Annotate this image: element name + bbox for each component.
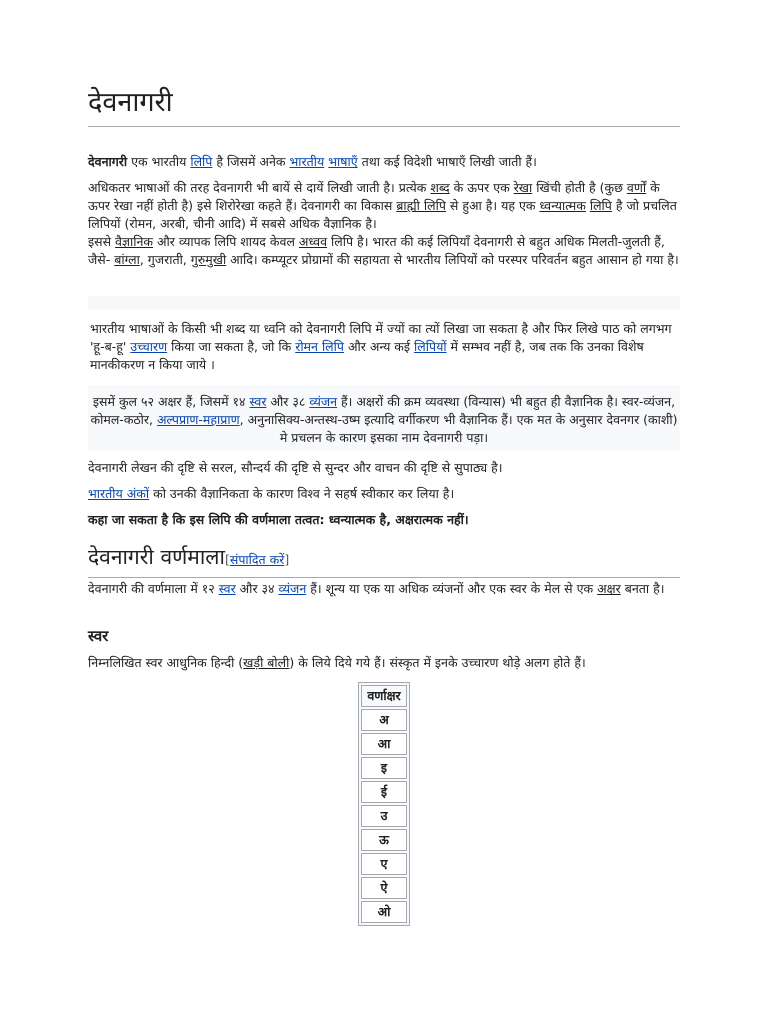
link-svar-2[interactable]: स्वर	[218, 581, 236, 596]
text: हैं। शून्य या एक या अधिक व्यंजनों और एक स्वर के मेल से एक	[306, 581, 598, 596]
table-header-row	[361, 685, 407, 707]
link-alpapran-mahapran[interactable]: अल्पप्राण-महाप्राण	[156, 412, 240, 427]
table-cell: ई	[361, 781, 407, 803]
vowel-table	[358, 682, 410, 926]
edit-bracket-open: [	[224, 552, 230, 567]
text: ) के लिये दिये गये हैं। संस्कृत में इनके उच्चारण थोड़े अलग होते हैं।	[289, 655, 586, 670]
conclusion-paragraph: कहा जा सकता है कि इस लिपि की वर्णमाला तत्वत: ध्वन्यात्मक है, अक्षरात्मक नहीं।	[88, 512, 469, 527]
table-row	[361, 853, 407, 875]
text: और अन्य कई	[344, 339, 415, 354]
text: इससे	[88, 234, 116, 249]
quote-paragraph-2	[88, 385, 680, 451]
link-varnon[interactable]: वर्णों	[626, 180, 647, 195]
table-cell: ओ	[361, 901, 407, 923]
numerals-paragraph	[88, 485, 680, 503]
link-bhashayen[interactable]: भाषाएँ	[328, 154, 358, 169]
table-cell: इ	[361, 757, 407, 779]
text: है जिसमें अनेक	[212, 154, 290, 169]
text: है जो प्रचलित लिपियों (रोमन, अरबी, चीनी आदि) में सबसे अधिक वैज्ञानिक है।	[88, 198, 677, 231]
table-cell: ऐ	[361, 877, 407, 899]
shaded-strip	[88, 296, 680, 310]
link-uchcharan[interactable]: उच्चारण	[130, 339, 168, 354]
table-cell: अ	[361, 709, 407, 731]
text: , गुजराती,	[139, 252, 191, 267]
text: लिपि है। भारत की कई लिपियाँ देवनागरी से बहुत अधिक मिलती-जुलती हैं, जैसे-	[88, 234, 665, 267]
text: को उनकी वैज्ञानिकता के कारण विश्व ने सहर्ष स्वीकार कर लिया है।	[149, 486, 455, 501]
link-rekha[interactable]: रेखा	[513, 180, 533, 195]
text: और ३८	[266, 394, 310, 409]
table-row	[361, 781, 407, 803]
table-row	[361, 757, 407, 779]
section-heading	[88, 542, 680, 578]
text: किया जा सकता है, जो कि	[167, 339, 296, 354]
link-vyanjan[interactable]: व्यंजन	[309, 394, 338, 409]
link-gurmukhi[interactable]: गुरुमुखी	[190, 252, 227, 267]
vowels-paragraph	[88, 654, 680, 672]
link-akshar[interactable]: अक्षर	[597, 581, 621, 596]
subsection-heading: स्वर	[88, 627, 109, 645]
link-brahmi-lipi[interactable]: ब्राह्मी लिपि	[396, 198, 446, 213]
link-bangla[interactable]: बांग्ला	[114, 252, 140, 267]
link-adhvav[interactable]: अध्वव	[298, 234, 328, 249]
text: में सम्भव नहीं है, जब तक कि उनका विशेष मानकीकरण न किया जाये ।	[90, 339, 644, 372]
text: , अनुनासिक्य-अन्तस्थ-उष्म इत्यादि वर्गीकरण भी वैज्ञानिक हैं। एक मत के अनुसार देवनगर (काशी) मे प्रचलन के कारण इसका नाम देवनागरी पड़ा।	[239, 412, 678, 445]
page-title: देवनागरी	[88, 86, 680, 127]
link-vyanjan-2[interactable]: व्यंजन	[278, 581, 307, 596]
table-row	[361, 709, 407, 731]
text: और व्यापक लिपि शायद केवल	[153, 234, 299, 249]
table-row	[361, 733, 407, 755]
text: से हुआ है। यह एक	[445, 198, 540, 213]
link-svar[interactable]: स्वर	[249, 394, 267, 409]
link-lipi[interactable]: लिपि	[190, 154, 213, 169]
text: एक भारतीय	[127, 154, 191, 169]
link-lipiyon[interactable]: लिपियों	[414, 339, 447, 354]
link-shabd[interactable]: शब्द	[430, 180, 450, 195]
table-row	[361, 877, 407, 899]
table-header: वर्णाक्षर	[361, 685, 407, 707]
text: खिंची होती है (कुछ	[532, 180, 627, 195]
text: देवनागरी की वर्णमाला में १२	[88, 581, 219, 596]
text: और ३४	[235, 581, 279, 596]
text: के ऊपर रेखा नहीं होती है) इसे शिरोरेखा कहते हैं। देवनागरी का विकास	[88, 180, 660, 213]
link-khadi-boli[interactable]: खड़ी बोली	[243, 655, 290, 670]
edit-section	[225, 552, 289, 567]
link-vaigyanik[interactable]: वैज्ञानिक	[115, 234, 153, 249]
intro-paragraph	[88, 153, 680, 171]
text: इसमें कुल ५२ अक्षर हैं, जिसमें १४	[92, 394, 250, 409]
intro-bold-term: देवनागरी	[88, 154, 128, 169]
edit-section-link[interactable]: संपादित करें	[229, 552, 285, 567]
text: बनता है।	[620, 581, 665, 596]
alphabet-paragraph	[88, 580, 680, 598]
table-cell: आ	[361, 733, 407, 755]
table-cell: ऊ	[361, 829, 407, 851]
text: अधिकतर भाषाओं की तरह देवनागरी भी बायें से दायें लिखी जाती है। प्रत्येक	[88, 180, 431, 195]
edit-bracket-close: ]	[284, 552, 290, 567]
table-row	[361, 805, 407, 827]
text: के ऊपर एक	[449, 180, 514, 195]
text: भारतीय भाषाओं के किसी भी शब्द या ध्वनि को देवनागरी लिपि में ज्यों का त्यों लिखा जा सकता है और फिर लिखे पाठ को लगभग 'हू-ब-हू'	[90, 321, 672, 354]
link-dhvanyatmak[interactable]: ध्वन्यात्मक	[539, 198, 586, 213]
table-cell: ए	[361, 853, 407, 875]
text: तथा कई विदेशी भाषाएँ लिखी जाती हैं।	[357, 154, 537, 169]
table-cell: उ	[361, 805, 407, 827]
link-bharatiya-ankon[interactable]: भारतीय अंकों	[88, 486, 150, 501]
link-roman-lipi[interactable]: रोमन लिपि	[295, 339, 344, 354]
table-row	[361, 829, 407, 851]
writing-paragraph: देवनागरी लेखन की दृष्टि से सरल, सौन्दर्य की दृष्टि से सुन्दर और वाचन की दृष्टि से सुपाठ्य है।	[88, 460, 503, 475]
link-lipi-2[interactable]: लिपि	[589, 198, 612, 213]
table-row	[361, 901, 407, 923]
overview-paragraph	[88, 179, 680, 269]
quote-paragraph-1	[88, 318, 684, 376]
section-title: देवनागरी वर्णमाला	[88, 545, 225, 569]
text: हैं। अक्षरों की क्रम व्यवस्था (विन्यास) भी बहुत ही वैज्ञानिक है। स्वर-व्यंजन, कोमल-कठोर,	[90, 394, 676, 427]
text: निम्नलिखित स्वर आधुनिक हिन्दी (	[88, 655, 244, 670]
link-bharatiya[interactable]: भारतीय	[289, 154, 325, 169]
text: आदि। कम्प्यूटर प्रोग्रामों की सहायता से भारतीय लिपियों को परस्पर परिवर्तन बहुत आसान हो गया है।	[226, 252, 679, 267]
